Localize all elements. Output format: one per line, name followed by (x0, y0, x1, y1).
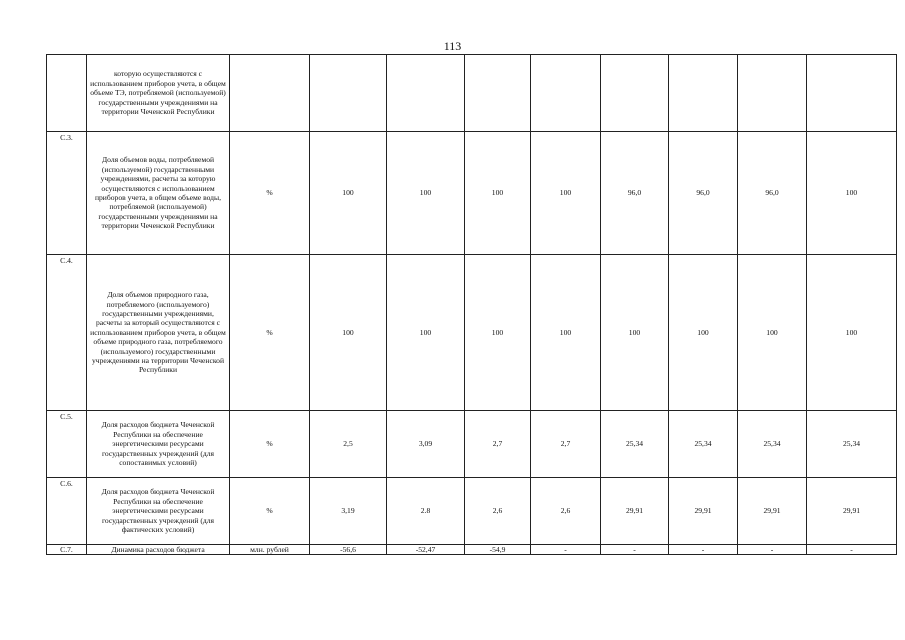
indicator-name: Доля расходов бюджета Чеченской Республики на обеспечение энергетическими ресурсами государственных учреждений (для фактических условий) (87, 478, 230, 545)
value-cell (669, 55, 738, 132)
value-cell: 2,6 (465, 478, 531, 545)
value-cell (310, 55, 387, 132)
indicator-name: Доля расходов бюджета Чеченской Республики на обеспечение энергетическими ресурсами государственных учреждений (для сопоставимых условий) (87, 411, 230, 478)
table-row (47, 132, 897, 255)
value-cell: -56,6 (310, 545, 387, 555)
value-cell: 100 (387, 132, 465, 255)
value-cell: 25,34 (738, 411, 807, 478)
table-row (47, 411, 897, 478)
unit-cell: % (230, 478, 310, 545)
unit-cell: % (230, 411, 310, 478)
table-row (47, 478, 897, 545)
unit-cell: % (230, 132, 310, 255)
value-cell: 25,34 (669, 411, 738, 478)
value-cell (387, 55, 465, 132)
value-cell: 100 (465, 132, 531, 255)
table-row (47, 545, 897, 555)
value-cell: 25,34 (601, 411, 669, 478)
value-cell: 29,91 (738, 478, 807, 545)
value-cell: 29,91 (601, 478, 669, 545)
value-cell: 2,7 (465, 411, 531, 478)
value-cell: 100 (807, 255, 897, 411)
value-cell: 100 (310, 255, 387, 411)
indicator-name: Доля объемов природного газа, потребляемого (используемого) государственными учреждениями, расчеты за который осуществляются с использованием приборов учета, в общем объеме природного газа, потребляемого (используемого) государственными учреждениями на территории Чеченской Республики (87, 255, 230, 411)
value-cell (601, 55, 669, 132)
value-cell (465, 55, 531, 132)
value-cell: 96,0 (669, 132, 738, 255)
row-code: С.7. (47, 545, 87, 555)
value-cell: -52,47 (387, 545, 465, 555)
value-cell: - (807, 545, 897, 555)
table-row (47, 255, 897, 411)
row-code: С.6. (47, 478, 87, 545)
value-cell: 100 (465, 255, 531, 411)
value-cell: - (531, 545, 601, 555)
value-cell: -54,9 (465, 545, 531, 555)
value-cell: 29,91 (669, 478, 738, 545)
value-cell: 100 (387, 255, 465, 411)
value-cell: - (669, 545, 738, 555)
value-cell: 100 (310, 132, 387, 255)
value-cell: 100 (531, 255, 601, 411)
value-cell: 96,0 (738, 132, 807, 255)
row-code: С.3. (47, 132, 87, 255)
value-cell: 3,19 (310, 478, 387, 545)
value-cell (738, 55, 807, 132)
value-cell: 2,7 (531, 411, 601, 478)
value-cell: 29,91 (807, 478, 897, 545)
row-code (47, 55, 87, 132)
value-cell: 100 (807, 132, 897, 255)
value-cell: - (738, 545, 807, 555)
value-cell: 96,0 (601, 132, 669, 255)
table-row (47, 55, 897, 132)
unit-cell (230, 55, 310, 132)
value-cell: 100 (531, 132, 601, 255)
value-cell: - (601, 545, 669, 555)
value-cell: 100 (601, 255, 669, 411)
page-number: 113 (443, 39, 462, 53)
indicator-name: Доля объемов воды, потребляемой (используемой) государственными учреждениями, расчеты за которую осуществляются с использованием приборов учета, в общем объеме воды, потребляемой (используемой) государственными учреждениями на территории Чеченской Республики (87, 132, 230, 255)
value-cell: 25,34 (807, 411, 897, 478)
value-cell: 2.8 (387, 478, 465, 545)
value-cell: 2,6 (531, 478, 601, 545)
value-cell (531, 55, 601, 132)
value-cell: 3,09 (387, 411, 465, 478)
row-code: С.5. (47, 411, 87, 478)
indicators-table (46, 54, 897, 555)
value-cell: 100 (738, 255, 807, 411)
value-cell: 100 (669, 255, 738, 411)
row-code: С.4. (47, 255, 87, 411)
unit-cell: млн. рублей (230, 545, 310, 555)
indicator-name: Динамика расходов бюджета (87, 545, 230, 555)
value-cell: 2,5 (310, 411, 387, 478)
indicator-name: которую осуществляются с использованием приборов учета, в общем объеме ТЭ, потребляемой (используемой) государственными учреждениями на территории Чеченской Республики (87, 55, 230, 132)
value-cell (807, 55, 897, 132)
unit-cell: % (230, 255, 310, 411)
